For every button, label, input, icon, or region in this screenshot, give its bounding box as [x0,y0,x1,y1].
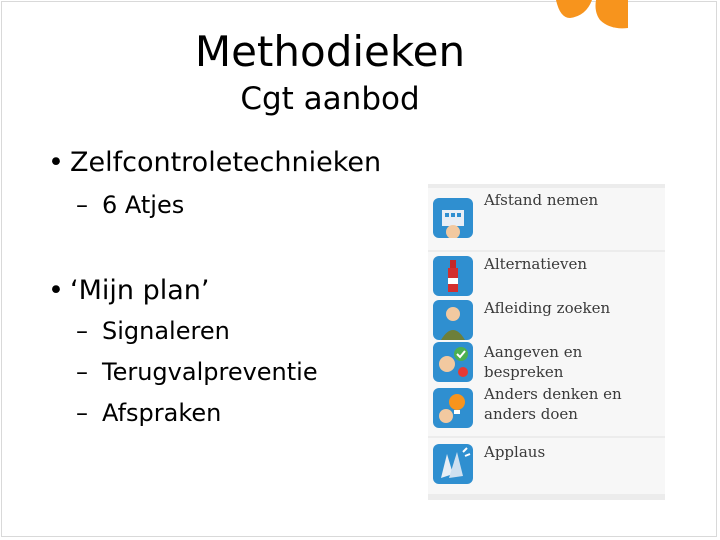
bullet-dot: • [48,275,64,306]
sub-bullet-text: Afspraken [102,399,222,427]
sub-bullet-text: Signaleren [102,317,230,345]
atje-label: Alternatieven [484,255,588,273]
check-cross-icon [433,342,473,382]
atje-anders-denken [428,384,665,436]
clapping-hands-icon [433,444,473,484]
dash-symbol: – [76,358,88,386]
sub-bullet-item [76,357,318,387]
atje-afleiding-zoeken [428,296,665,340]
bullet-text: Zelfcontroletechnieken [70,147,382,178]
atje-applaus [428,438,665,494]
person-icon [433,300,473,340]
atje-afstand-nemen [428,188,665,250]
slide-title: Methodieken [194,27,466,76]
sub-bullet-text: Terugvalpreventie [102,358,318,386]
dash-symbol: – [76,191,88,219]
slide-subtitle: Cgt aanbod [240,81,420,117]
atje-label: Anders denken en anders doen [484,385,622,423]
bullet-text: ‘Mijn plan’ [70,275,210,306]
bullet-dot: • [48,147,64,178]
sub-bullet-item [76,190,184,220]
brand-logo [552,0,630,30]
bottle-icon [433,256,473,296]
sub-bullet-item [76,316,230,346]
bullet-item [48,274,209,308]
lightbulb-icon [433,388,473,428]
bullet-item [48,146,381,180]
dash-symbol: – [76,317,88,345]
atjes-panel [428,184,665,500]
sub-bullet-item [76,398,221,428]
atje-label: Applaus [484,443,546,461]
building-icon [433,198,473,238]
atje-label: Aangeven en bespreken [484,343,583,381]
dash-symbol: – [76,399,88,427]
atje-alternatieven [428,252,665,296]
atje-aangeven-en-bespreken [428,340,665,384]
atje-label: Afleiding zoeken [484,299,611,317]
atje-label: Afstand nemen [484,191,599,209]
sub-bullet-text: 6 Atjes [102,191,185,219]
